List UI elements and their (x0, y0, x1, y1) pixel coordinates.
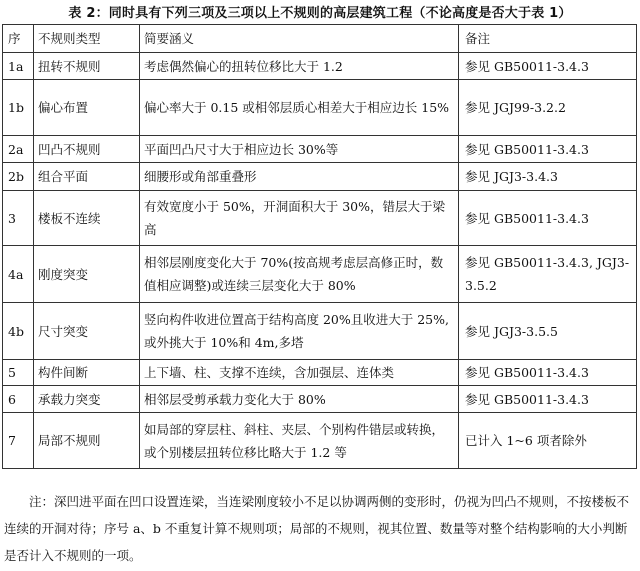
row-type: 组合平面 (34, 163, 140, 191)
table-row (3, 386, 637, 413)
row-type: 偏心布置 (34, 80, 140, 136)
row-note: 参见 GB50011-3.4.3 (459, 136, 637, 163)
irregularity-table (2, 24, 637, 469)
row-no: 2b (3, 163, 34, 191)
row-desc: 平面凹凸尺寸大于相应边长 30%等 (140, 136, 459, 163)
row-no: 4a (3, 246, 34, 303)
row-note: 参见 GB50011-3.4.3 (459, 191, 637, 246)
row-desc: 相邻层受剪承载力变化大于 80% (140, 386, 459, 413)
row-no: 5 (3, 360, 34, 386)
row-note: 参见 JGJ99-3.2.2 (459, 80, 637, 136)
table-row (3, 360, 637, 386)
footnote: 注：深凹进平面在凹口设置连梁，当连梁刚度较小不足以协调两侧的变形时，仍视为凹凸不规则，不按楼板不连续的开洞对待；序号 a、b 不重复计算不规则项；局部的不规则，视其位置、数量等对整个结构影响的大小判断是否计入不规则的一项。 (4, 494, 630, 563)
row-type: 扭转不规则 (34, 53, 140, 80)
row-type: 楼板不连续 (34, 191, 140, 246)
table-row (3, 303, 637, 360)
row-note: 参见 GB50011-3.4.3 (459, 386, 637, 413)
row-desc: 细腰形或角部重叠形 (140, 163, 459, 191)
row-type: 刚度突变 (34, 246, 140, 303)
row-note: 参见 GB50011-3.4.3 (459, 360, 637, 386)
row-desc: 偏心率大于 0.15 或相邻层质心相差大于相应边长 15% (140, 80, 459, 136)
row-no: 2a (3, 136, 34, 163)
row-no: 3 (3, 191, 34, 246)
table-row (3, 246, 637, 303)
table-row (3, 80, 637, 136)
header-type: 不规则类型 (34, 25, 140, 53)
row-note: 参见 GB50011-3.4.3, JGJ3-3.5.2 (459, 246, 637, 303)
row-note: 参见 JGJ3-3.4.3 (459, 163, 637, 191)
row-desc: 相邻层刚度变化大于 70%(按高规考虑层高修正时，数值相应调整)或连续三层变化大于 80% (140, 246, 459, 303)
row-no: 7 (3, 413, 34, 469)
table-title: 表 2：同时具有下列三项及三项以上不规则的高层建筑工程（不论高度是否大于表 1） (68, 6, 572, 21)
row-type: 构件间断 (34, 360, 140, 386)
row-no: 4b (3, 303, 34, 360)
table-row (3, 413, 637, 469)
row-desc: 有效宽度小于 50%，开洞面积大于 30%，错层大于梁高 (140, 191, 459, 246)
row-type: 承载力突变 (34, 386, 140, 413)
table-row (3, 191, 637, 246)
row-no: 1b (3, 80, 34, 136)
row-type: 局部不规则 (34, 413, 140, 469)
row-note: 已计入 1~6 项者除外 (459, 413, 637, 469)
row-note: 参见 JGJ3-3.5.5 (459, 303, 637, 360)
header-note: 备注 (459, 25, 637, 53)
table-row (3, 163, 637, 191)
table-header-row (3, 25, 637, 53)
table-row (3, 53, 637, 80)
header-no: 序 (3, 25, 34, 53)
row-no: 6 (3, 386, 34, 413)
row-desc: 上下墙、柱、支撑不连续，含加强层、连体类 (140, 360, 459, 386)
row-desc: 如局部的穿层柱、斜柱、夹层、个别构件错层或转换，或个别楼层扭转位移比略大于 1.2 等 (140, 413, 459, 469)
header-desc: 简要涵义 (140, 25, 459, 53)
row-desc: 考虑偶然偏心的扭转位移比大于 1.2 (140, 53, 459, 80)
row-type: 凹凸不规则 (34, 136, 140, 163)
row-type: 尺寸突变 (34, 303, 140, 360)
table-row (3, 136, 637, 163)
row-desc: 竖向构件收进位置高于结构高度 20%且收进大于 25%,或外挑大于 10%和 4m,多塔 (140, 303, 459, 360)
row-note: 参见 GB50011-3.4.3 (459, 53, 637, 80)
row-no: 1a (3, 53, 34, 80)
